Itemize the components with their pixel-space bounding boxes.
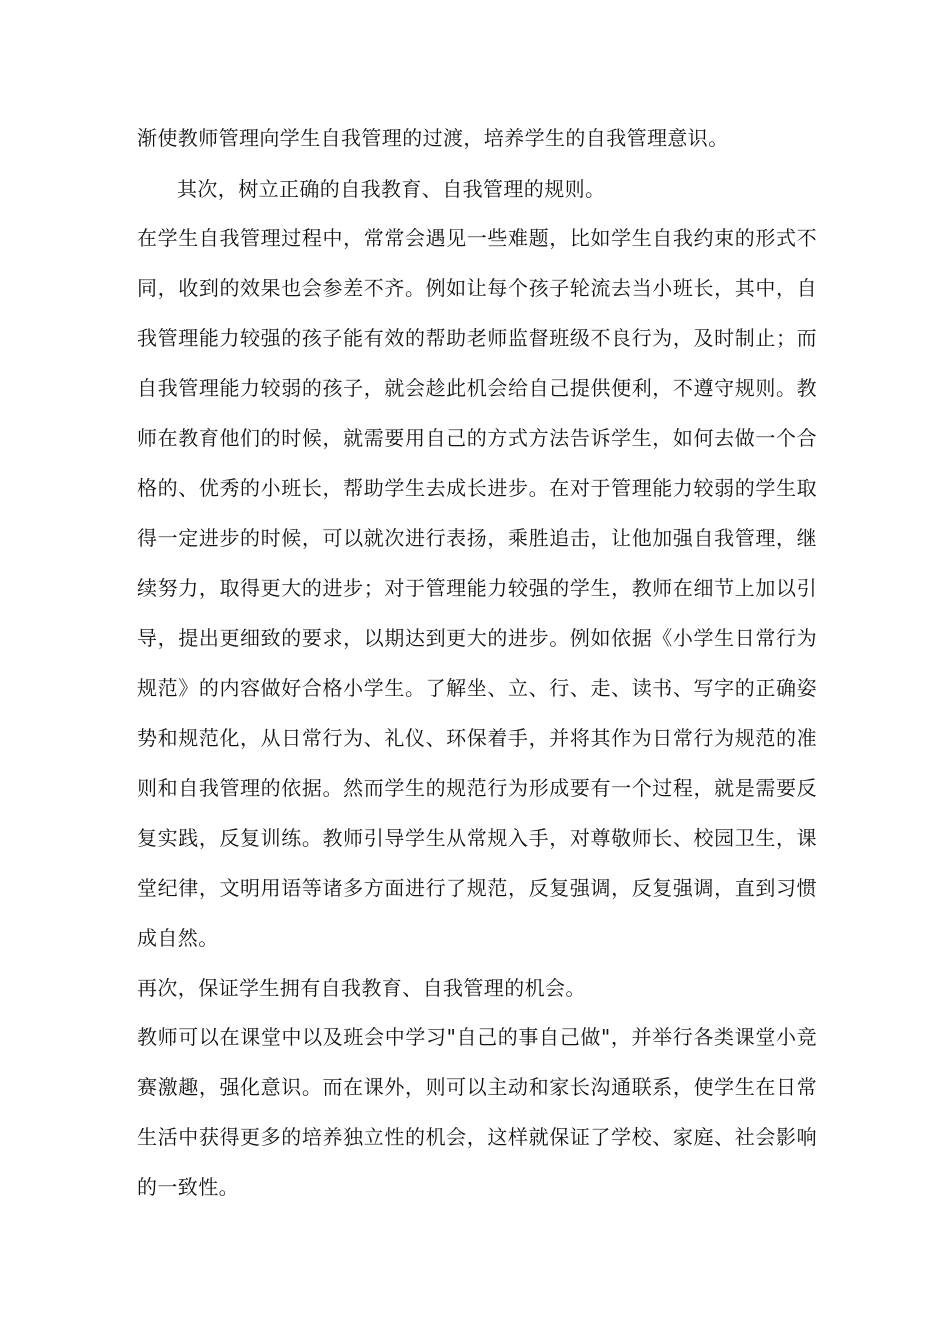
text-line: 渐使教师管理向学生自我管理的过渡，培养学生的自我管理意识。	[137, 126, 729, 150]
text-line: 教师可以在课堂中以及班会中学习"自己的事自己做"，并举行各类课堂小竞	[137, 1025, 817, 1049]
text-line: 势和规范化，从日常行为、礼仪、环保着手，并将其作为日常行为规范的准	[137, 726, 817, 750]
text-line: 规范》的内容做好合格小学生。了解坐、立、行、走、读书、写字的正确姿	[137, 676, 817, 700]
text-line: 则和自我管理的依据。然而学生的规范行为形成要有一个过程，就是需要反	[137, 776, 817, 800]
text-line: 同，收到的效果也会参差不齐。例如让每个孩子轮流去当小班长，其中，自	[137, 276, 817, 300]
section-heading: 再次，保证学生拥有自我教育、自我管理的机会。	[137, 976, 586, 1000]
text-line: 生活中获得更多的培养独立性的机会，这样就保证了学校、家庭、社会影响	[137, 1125, 817, 1149]
text-line: 成自然。	[137, 926, 219, 950]
text-line: 在学生自我管理过程中，常常会遇见一些难题，比如学生自我约束的形式不	[137, 226, 817, 250]
text-line: 格的、优秀的小班长，帮助学生去成长进步。在对于管理能力较弱的学生取	[137, 476, 817, 500]
text-line: 续努力，取得更大的进步；对于管理能力较强的学生，教师在细节上加以引	[137, 576, 817, 600]
text-line: 得一定进步的时候，可以就次进行表扬，乘胜追击，让他加强自我管理，继	[137, 526, 817, 550]
text-line: 师在教育他们的时候，就需要用自己的方式方法告诉学生，如何去做一个合	[137, 426, 817, 450]
section-heading: 其次，树立正确的自我教育、自我管理的规则。	[177, 177, 606, 201]
text-line: 导，提出更细致的要求，以期达到更大的进步。例如依据《小学生日常行为	[137, 626, 817, 650]
text-line: 的一致性。	[137, 1175, 239, 1199]
text-line: 赛激趣，强化意识。而在课外，则可以主动和家长沟通联系，使学生在日常	[137, 1075, 817, 1099]
text-line: 我管理能力较强的孩子能有效的帮助老师监督班级不良行为，及时制止；而	[137, 326, 817, 350]
text-line: 复实践，反复训练。教师引导学生从常规入手，对尊敬师长、校园卫生，课	[137, 826, 817, 850]
text-line: 堂纪律，文明用语等诸多方面进行了规范，反复强调，反复强调，直到习惯	[137, 876, 817, 900]
text-line: 自我管理能力较弱的孩子，就会趁此机会给自己提供便利，不遵守规则。教	[137, 376, 817, 400]
